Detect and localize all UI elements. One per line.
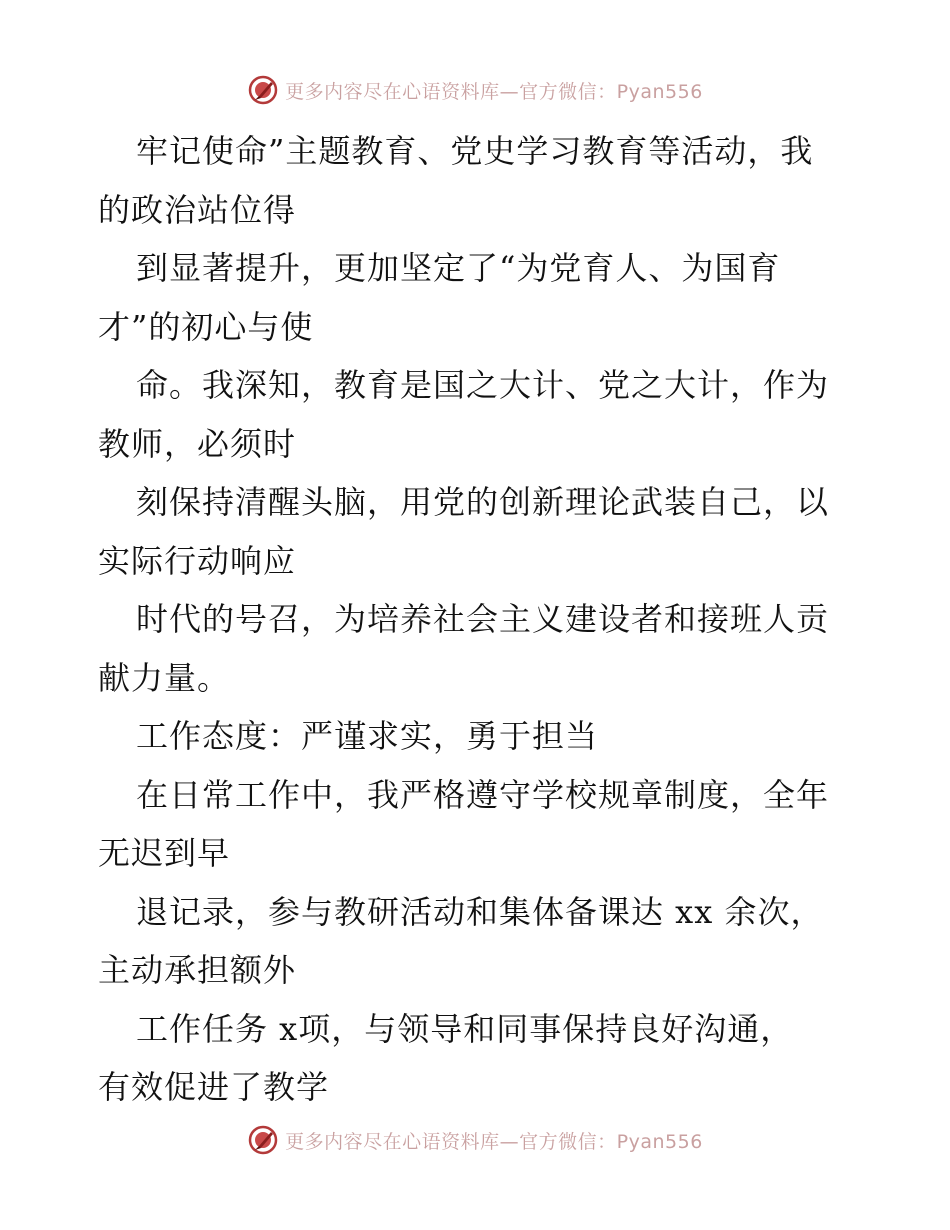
text-line: 的政治站位得	[98, 190, 297, 229]
text-line: 时代的号召，为培养社会主义建设者和接班人贡	[136, 600, 830, 638]
text-line: 主动承担额外	[98, 951, 297, 989]
text-line: 命。我深知，教育是国之大计、党之大计，作为	[136, 366, 830, 404]
text-line: 有效促进了教学	[98, 1068, 330, 1106]
text-line: 到显著提升，更加坚定了“为党育人、为国育	[136, 249, 781, 287]
text-line: 才”的初心与使	[98, 307, 314, 346]
text-line: 刻保持清醒头脑，用党的创新理论武装自己，以	[136, 483, 830, 521]
text-line: 退记录，参与教研活动和集体备课达 xx 余次，	[136, 892, 824, 931]
text-line: 实际行动响应	[98, 541, 297, 580]
text-line: 工作任务 x项，与领导和同事保持良好沟通，	[136, 1009, 794, 1048]
watermark-text: 更多内容尽在心语资料库—官方微信：Pyan556	[285, 80, 703, 103]
text-line: 献力量。	[98, 658, 231, 697]
document-body	[98, 122, 858, 1117]
pen-logo-icon	[247, 1124, 279, 1156]
text-line: 在日常工作中，我严格遵守学校规章制度，全年	[136, 775, 830, 814]
text-line: 无迟到早	[98, 834, 231, 872]
text-line: 工作态度：严谨求实，勇于担当	[136, 717, 599, 755]
header-watermark	[0, 70, 950, 110]
text-line: 牢记使命”主题教育、党史学习教育等活动，我	[136, 132, 814, 170]
footer-watermark	[0, 1120, 950, 1160]
watermark-text: 更多内容尽在心语资料库—官方微信：Pyan556	[285, 1130, 703, 1153]
pen-logo-icon	[247, 74, 279, 106]
text-line: 教师，必须时	[98, 424, 297, 463]
